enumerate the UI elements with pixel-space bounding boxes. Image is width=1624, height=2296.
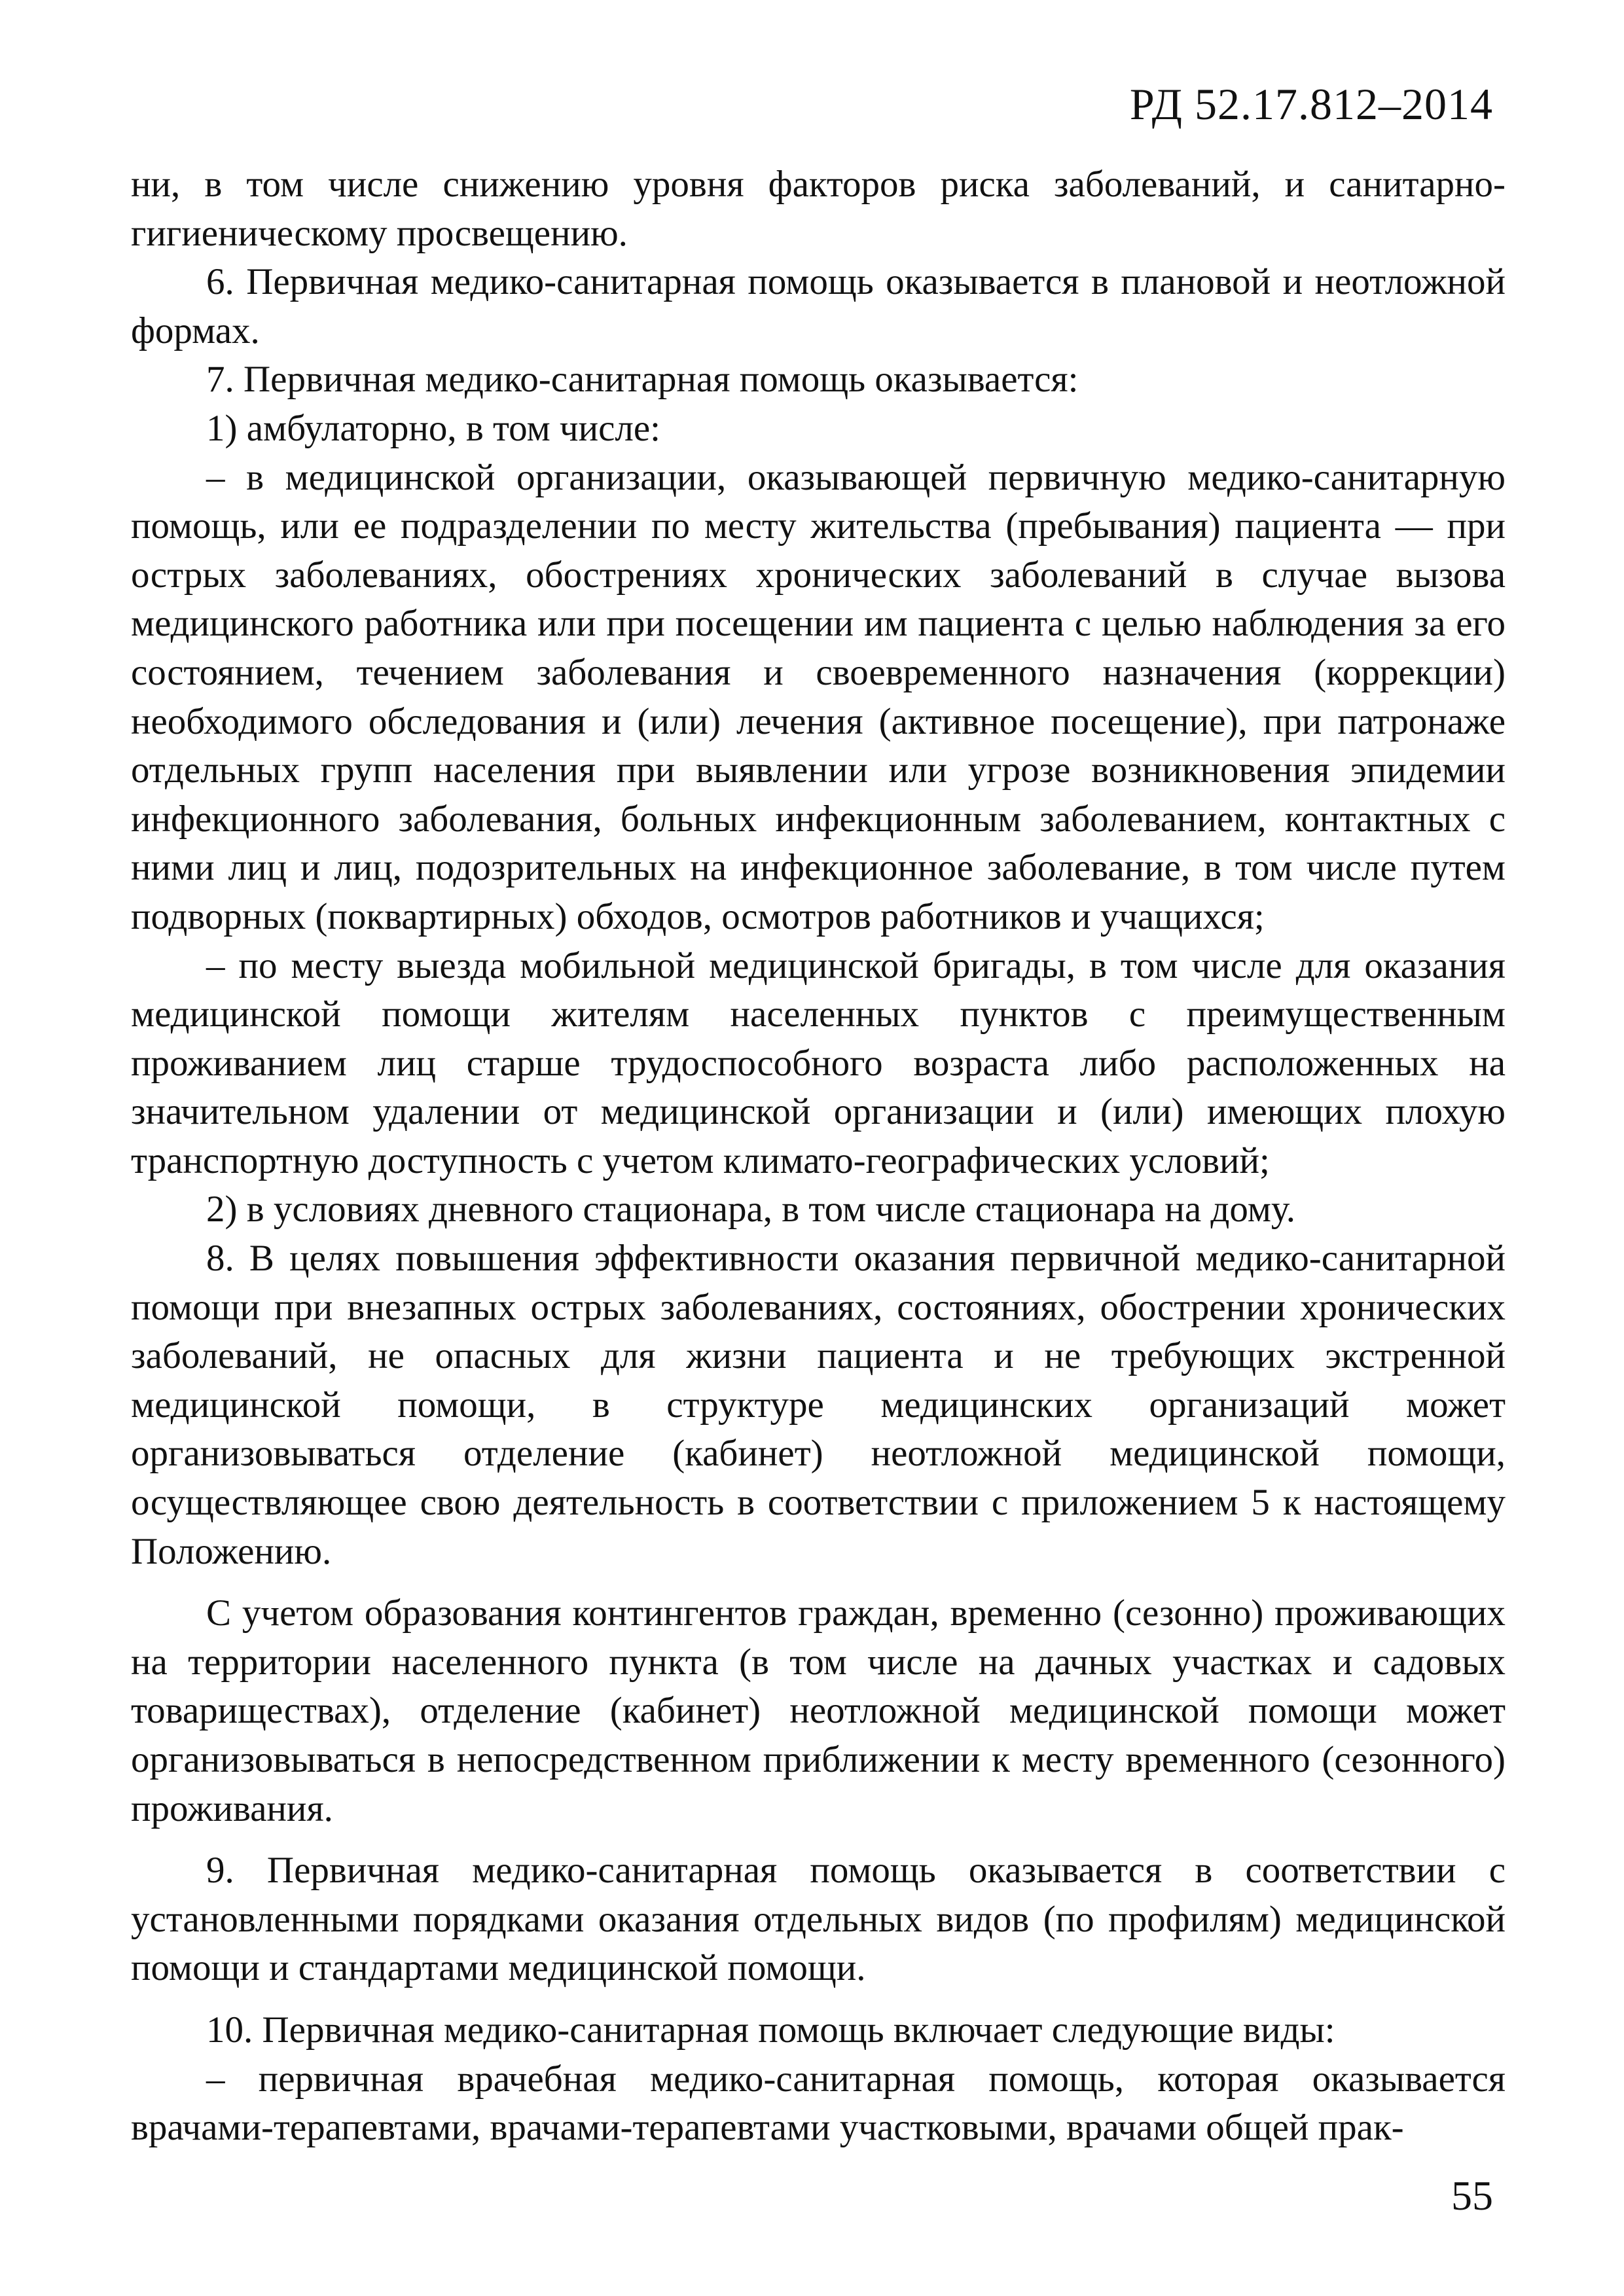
paragraph-item-8: 8. В целях повышения эффективности оказания первичной медико-санитарной помощи при внезапных острых заболеваниях, состояниях, обострении хронических заболеваний, не опасных для жизни пациента и не требующих экстренной медицинской помощи, в структуре медицинских организаций может организовываться отделение (кабинет) неотложной медицинской помощи, осуществляющее свою деятельность в соответствии с приложением 5 к настоящему Положению. [131, 1238, 1506, 1572]
document-body [131, 160, 1506, 2153]
paragraph-dash-2: – по месту выезда мобильной медицинской бригады, в том числе для оказания медицинской помощи жителям населенных пунктов с преимущественным проживанием лиц старше трудоспособного возраста либо расположенных на значительном удалении от медицинской организации и (или) имеющих плохую транспортную доступность с учетом климато-географических условий; [131, 944, 1506, 1181]
paragraph-continuation: ни, в том числе снижению уровня факторов риска заболеваний, и санитарно-гигиеническому просвещению. [131, 164, 1506, 254]
paragraph-item-7: 7. Первичная медико-санитарная помощь оказывается: [206, 359, 1079, 401]
paragraph-item-6: 6. Первичная медико-санитарная помощь оказывается в плановой и неотложной формах. [131, 261, 1506, 351]
paragraph-item-9: 9. Первичная медико-санитарная помощь оказывается в соответствии с установленными порядками оказания отдельных видов (по профилям) медицинской помощи и стандартами медицинской помощи. [131, 1850, 1506, 1989]
paragraph-seasonal: С учетом образования контингентов граждан, временно (сезонно) проживающих на территории населенного пункта (в том числе на дачных участках и садовых товариществах), отделение (кабинет) неотложной медицинской помощи может организовываться в непосредственном приближении к месту временного (сезонного) проживания. [131, 1592, 1506, 1829]
paragraph-dash-3: – первичная врачебная медико-санитарная помощь, которая оказывается врачами-терапевтами, врачами-терапевтами участковыми, врачами общей прак- [131, 2058, 1506, 2149]
page-number: 55 [1451, 2172, 1493, 2219]
paragraph-dash-1: – в медицинской организации, оказывающей первичную медико-санитарную помощь, или ее подразделении по месту жительства (пребывания) пациента — при острых заболеваниях, обострениях хронических заболеваний в случае вызова медицинского работника или при посещении им пациента с целью наблюдения за его состоянием, течением заболевания и своевременного назначения (коррекции) необходимого обследования и (или) лечения (активное посещение), при патронаже отдельных групп населения при выявлении или угрозе возникновения эпидемии инфекционного заболевания, больных инфекционным заболеванием, контактных с ними лиц и лиц, подозрительных на инфекционное заболевание, в том числе путем подворных (поквартирных) обходов, осмотров работников и учащихся; [131, 456, 1506, 937]
paragraph-subitem-1: 1) амбулаторно, в том числе: [206, 407, 660, 449]
paragraph-item-10: 10. Первичная медико-санитарная помощь включает следующие виды: [206, 2009, 1335, 2051]
document-code-header: РД 52.17.812–2014 [1129, 79, 1493, 129]
paragraph-subitem-2: 2) в условиях дневного стационара, в том числе стационара на дому. [206, 1189, 1295, 1230]
